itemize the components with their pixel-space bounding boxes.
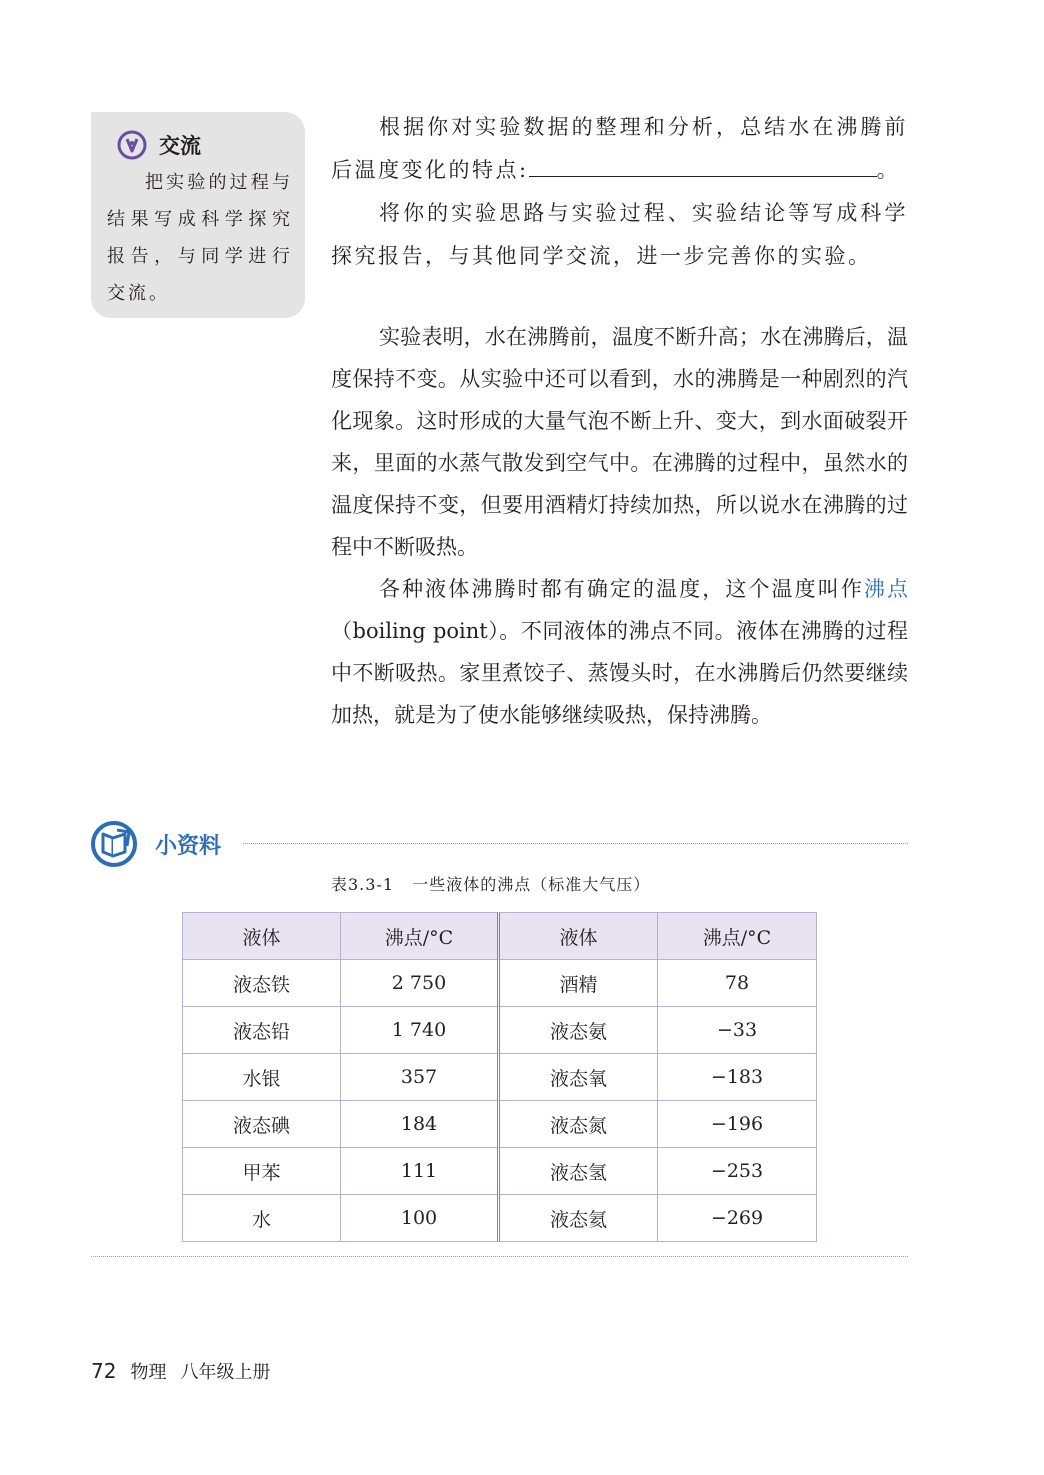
paragraph-conclusion: 实验表明，水在沸腾前，温度不断升高；水在沸腾后，温度保持不变。从实验中还可以看到，水的沸腾是一种剧烈的汽化现象。这时形成的大量气泡不断上升、变大，到水面破裂开来，里面的水蒸气散发到空气中。在沸腾的过程中，虽然水的温度保持不变，但要用酒精灯持续加热，所以说水在沸腾的过程中不断吸热。 (331, 325, 908, 559)
answer-blank (529, 152, 877, 177)
discussion-text: 把实验的过程与结果写成科学探究报告，与同学进行交流。 (107, 172, 293, 304)
divider-bottom (91, 1256, 908, 1257)
table-cell: −183 (658, 1054, 817, 1101)
book-icon (91, 820, 137, 868)
table-cell: 水银 (183, 1054, 341, 1101)
reference-header (91, 820, 221, 868)
table-caption: 表3.3-1 一些液体的沸点（标准大气压） (331, 875, 651, 894)
table-cell: −269 (658, 1195, 817, 1242)
grade-label: 八年级上册 (180, 1362, 271, 1383)
summary-end: 。 (876, 158, 901, 182)
table-cell: 甲苯 (183, 1148, 341, 1195)
paragraph-report: 将你的实验思路与实验过程、实验结论等写成科学探究报告，与其他同学交流，进一步完善你的实验。 (331, 201, 908, 268)
reference-title: 小资料 (155, 833, 222, 859)
subject-label: 物理 (130, 1362, 167, 1383)
table-cell: 酒精 (499, 960, 658, 1007)
table-row (183, 960, 817, 1007)
header-boiling-point: 沸点/°C (341, 913, 499, 960)
table-cell: 液态氧 (499, 1054, 658, 1101)
summary-prompt: 根据你对实验数据的整理和分析，总结水在沸腾前后温度变化的特点: (331, 115, 908, 182)
table-cell: −196 (658, 1101, 817, 1148)
table-cell: 液态铅 (183, 1007, 341, 1054)
table-cell: −253 (658, 1148, 817, 1195)
discussion-icon (117, 130, 147, 160)
table-cell: 液态氦 (499, 1195, 658, 1242)
boiling-point-intro: 各种液体沸腾时都有确定的温度，这个温度叫作 (379, 577, 864, 601)
table-cell: −33 (658, 1007, 817, 1054)
table-cell: 液态碘 (183, 1101, 341, 1148)
table-cell: 液态铁 (183, 960, 341, 1007)
discussion-title: 交流 (159, 134, 201, 158)
table-row (183, 1054, 817, 1101)
page-number: 72 (91, 1359, 117, 1383)
table-row (183, 1148, 817, 1195)
table-row (183, 1101, 817, 1148)
header-liquid: 液体 (499, 913, 658, 960)
boiling-point-table (182, 912, 817, 1242)
table-cell: 78 (658, 960, 817, 1007)
table-cell: 液态氨 (499, 1007, 658, 1054)
table-cell: 1 740 (341, 1007, 499, 1054)
table-header-row (183, 913, 817, 960)
table-cell: 液态氢 (499, 1148, 658, 1195)
table-cell: 184 (341, 1101, 499, 1148)
table-cell: 液态氮 (499, 1101, 658, 1148)
discussion-box (91, 112, 305, 318)
divider-top (243, 843, 908, 844)
discussion-header (117, 130, 201, 160)
table-cell: 100 (341, 1195, 499, 1242)
header-boiling-point: 沸点/°C (658, 913, 817, 960)
table-row (183, 1195, 817, 1242)
term-boiling-point: 沸点 (863, 577, 909, 601)
table-cell: 111 (341, 1148, 499, 1195)
header-liquid: 液体 (183, 913, 341, 960)
table-cell: 水 (183, 1195, 341, 1242)
table-cell: 2 750 (341, 960, 499, 1007)
boiling-point-body: （boiling point）。不同液体的沸点不同。液体在沸腾的过程中不断吸热。家里煮饺子、蒸馒头时，在水沸腾后仍然要继续加热，就是为了使水能够继续吸热，保持沸腾。 (331, 619, 908, 727)
table-cell: 357 (341, 1054, 499, 1101)
paragraph-boiling-point (331, 568, 908, 736)
page-footer (91, 1358, 270, 1384)
table-row (183, 1007, 817, 1054)
paragraph-summary (331, 106, 908, 192)
